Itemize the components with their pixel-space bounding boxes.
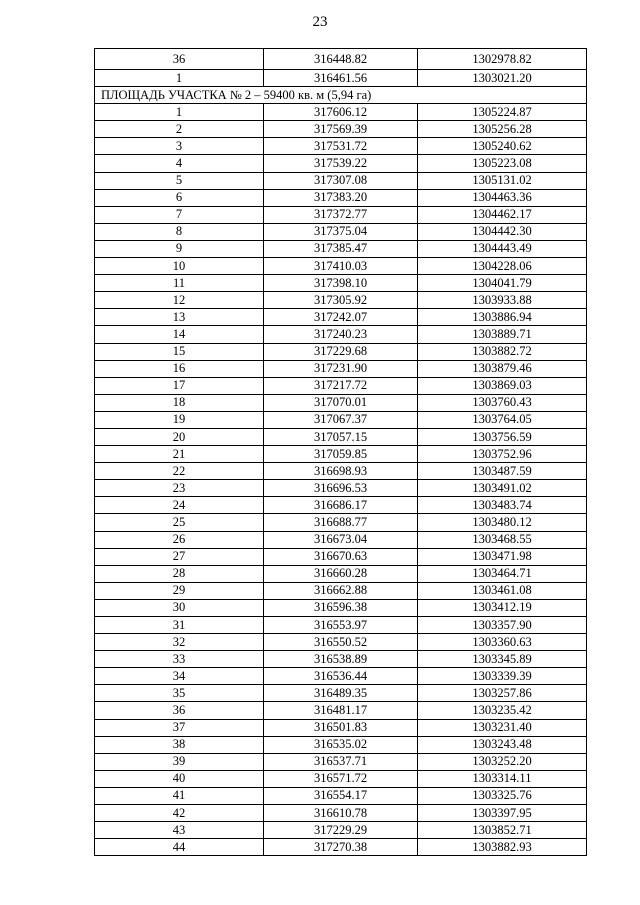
x-coordinate-cell: 316662.88: [264, 582, 418, 599]
y-coordinate-cell: 1303756.59: [418, 428, 587, 445]
x-coordinate-cell: 316538.89: [264, 651, 418, 668]
y-coordinate-cell: 1305240.62: [418, 138, 587, 155]
table-row: [95, 446, 587, 463]
y-coordinate-cell: 1303235.42: [418, 702, 587, 719]
table-row: [95, 685, 587, 702]
y-coordinate-cell: 1303243.48: [418, 736, 587, 753]
y-coordinate-cell: 1305223.08: [418, 155, 587, 172]
table-row: [95, 155, 587, 172]
point-number-cell: 20: [95, 428, 264, 445]
point-number-cell: 35: [95, 685, 264, 702]
table-row: [95, 292, 587, 309]
point-number-cell: 3: [95, 138, 264, 155]
point-number-cell: 23: [95, 480, 264, 497]
section-heading-row: [95, 87, 587, 104]
point-number-cell: 13: [95, 309, 264, 326]
y-coordinate-cell: 1305224.87: [418, 104, 587, 121]
y-coordinate-cell: 1303412.19: [418, 599, 587, 616]
x-coordinate-cell: 317307.08: [264, 172, 418, 189]
y-coordinate-cell: 1303480.12: [418, 514, 587, 531]
point-number-cell: 8: [95, 223, 264, 240]
x-coordinate-cell: 317606.12: [264, 104, 418, 121]
point-number-cell: 7: [95, 206, 264, 223]
x-coordinate-cell: 316610.78: [264, 805, 418, 822]
point-number-cell: 27: [95, 548, 264, 565]
x-coordinate-cell: 317240.23: [264, 326, 418, 343]
point-number-cell: 25: [95, 514, 264, 531]
x-coordinate-cell: 316461.56: [264, 70, 418, 87]
y-coordinate-cell: 1303360.63: [418, 634, 587, 651]
x-coordinate-cell: 316501.83: [264, 719, 418, 736]
x-coordinate-cell: 317231.90: [264, 360, 418, 377]
y-coordinate-cell: 1303397.95: [418, 805, 587, 822]
table-row: [95, 377, 587, 394]
point-number-cell: 33: [95, 651, 264, 668]
point-number-cell: 17: [95, 377, 264, 394]
table-row: [95, 70, 587, 87]
table-row: [95, 223, 587, 240]
x-coordinate-cell: 317410.03: [264, 258, 418, 275]
table-row: [95, 651, 587, 668]
y-coordinate-cell: 1303491.02: [418, 480, 587, 497]
y-coordinate-cell: 1303882.72: [418, 343, 587, 360]
y-coordinate-cell: 1303879.46: [418, 360, 587, 377]
x-coordinate-cell: 317067.37: [264, 411, 418, 428]
point-number-cell: 37: [95, 719, 264, 736]
table-row: [95, 839, 587, 856]
point-number-cell: 1: [95, 70, 264, 87]
point-number-cell: 14: [95, 326, 264, 343]
point-number-cell: 34: [95, 668, 264, 685]
table-row: [95, 189, 587, 206]
point-number-cell: 4: [95, 155, 264, 172]
x-coordinate-cell: 317217.72: [264, 377, 418, 394]
table-row: [95, 599, 587, 616]
x-coordinate-cell: 316553.97: [264, 617, 418, 634]
y-coordinate-cell: 1304462.17: [418, 206, 587, 223]
y-coordinate-cell: 1303468.55: [418, 531, 587, 548]
y-coordinate-cell: 1303464.71: [418, 565, 587, 582]
table-row: [95, 411, 587, 428]
table-row: [95, 240, 587, 257]
table-row: [95, 634, 587, 651]
point-number-cell: 18: [95, 394, 264, 411]
y-coordinate-cell: 1304442.30: [418, 223, 587, 240]
point-number-cell: 36: [95, 702, 264, 719]
point-number-cell: 11: [95, 275, 264, 292]
x-coordinate-cell: 316537.71: [264, 753, 418, 770]
x-coordinate-cell: 317229.68: [264, 343, 418, 360]
y-coordinate-cell: 1303231.40: [418, 719, 587, 736]
point-number-cell: 36: [95, 49, 264, 70]
point-number-cell: 28: [95, 565, 264, 582]
x-coordinate-cell: 317305.92: [264, 292, 418, 309]
x-coordinate-cell: 316660.28: [264, 565, 418, 582]
y-coordinate-cell: 1305131.02: [418, 172, 587, 189]
table-row: [95, 617, 587, 634]
point-number-cell: 42: [95, 805, 264, 822]
x-coordinate-cell: 316481.17: [264, 702, 418, 719]
y-coordinate-cell: 1303886.94: [418, 309, 587, 326]
table-row: [95, 565, 587, 582]
table-row: [95, 275, 587, 292]
table-row: [95, 172, 587, 189]
table-row: [95, 463, 587, 480]
point-number-cell: 41: [95, 787, 264, 804]
table-row: [95, 548, 587, 565]
x-coordinate-cell: 316670.63: [264, 548, 418, 565]
point-number-cell: 29: [95, 582, 264, 599]
x-coordinate-cell: 316536.44: [264, 668, 418, 685]
coordinates-table-body: [95, 49, 587, 856]
x-coordinate-cell: 316696.53: [264, 480, 418, 497]
table-row: [95, 822, 587, 839]
x-coordinate-cell: 316535.02: [264, 736, 418, 753]
y-coordinate-cell: 1303461.08: [418, 582, 587, 599]
point-number-cell: 2: [95, 121, 264, 138]
y-coordinate-cell: 1303345.89: [418, 651, 587, 668]
table-row: [95, 360, 587, 377]
point-number-cell: 19: [95, 411, 264, 428]
y-coordinate-cell: 1303021.20: [418, 70, 587, 87]
point-number-cell: 38: [95, 736, 264, 753]
table-row: [95, 258, 587, 275]
y-coordinate-cell: 1303487.59: [418, 463, 587, 480]
y-coordinate-cell: 1303357.90: [418, 617, 587, 634]
x-coordinate-cell: 316688.77: [264, 514, 418, 531]
point-number-cell: 5: [95, 172, 264, 189]
x-coordinate-cell: 317531.72: [264, 138, 418, 155]
table-row: [95, 326, 587, 343]
y-coordinate-cell: 1303760.43: [418, 394, 587, 411]
y-coordinate-cell: 1303852.71: [418, 822, 587, 839]
table-row: [95, 206, 587, 223]
point-number-cell: 43: [95, 822, 264, 839]
y-coordinate-cell: 1303252.20: [418, 753, 587, 770]
x-coordinate-cell: 317229.29: [264, 822, 418, 839]
table-row: [95, 480, 587, 497]
x-coordinate-cell: 317270.38: [264, 839, 418, 856]
table-row: [95, 121, 587, 138]
y-coordinate-cell: 1303752.96: [418, 446, 587, 463]
x-coordinate-cell: 316550.52: [264, 634, 418, 651]
x-coordinate-cell: 316686.17: [264, 497, 418, 514]
table-row: [95, 753, 587, 770]
table-row: [95, 514, 587, 531]
table-row: [95, 736, 587, 753]
point-number-cell: 21: [95, 446, 264, 463]
coordinates-table: [94, 48, 587, 856]
y-coordinate-cell: 1304041.79: [418, 275, 587, 292]
table-row: [95, 787, 587, 804]
y-coordinate-cell: 1302978.82: [418, 49, 587, 70]
x-coordinate-cell: 317383.20: [264, 189, 418, 206]
x-coordinate-cell: 317057.15: [264, 428, 418, 445]
point-number-cell: 9: [95, 240, 264, 257]
point-number-cell: 44: [95, 839, 264, 856]
point-number-cell: 30: [95, 599, 264, 616]
table-row: [95, 49, 587, 70]
x-coordinate-cell: 317372.77: [264, 206, 418, 223]
y-coordinate-cell: 1303933.88: [418, 292, 587, 309]
x-coordinate-cell: 317539.22: [264, 155, 418, 172]
y-coordinate-cell: 1303869.03: [418, 377, 587, 394]
point-number-cell: 24: [95, 497, 264, 514]
x-coordinate-cell: 317375.04: [264, 223, 418, 240]
y-coordinate-cell: 1304228.06: [418, 258, 587, 275]
table-row: [95, 719, 587, 736]
table-row: [95, 138, 587, 155]
page-number: 23: [312, 14, 328, 30]
x-coordinate-cell: 316698.93: [264, 463, 418, 480]
y-coordinate-cell: 1303889.71: [418, 326, 587, 343]
table-row: [95, 309, 587, 326]
y-coordinate-cell: 1303882.93: [418, 839, 587, 856]
point-number-cell: 1: [95, 104, 264, 121]
table-row: [95, 770, 587, 787]
x-coordinate-cell: 316489.35: [264, 685, 418, 702]
table-row: [95, 668, 587, 685]
point-number-cell: 15: [95, 343, 264, 360]
y-coordinate-cell: 1303471.98: [418, 548, 587, 565]
x-coordinate-cell: 316554.17: [264, 787, 418, 804]
y-coordinate-cell: 1303314.11: [418, 770, 587, 787]
point-number-cell: 31: [95, 617, 264, 634]
y-coordinate-cell: 1303483.74: [418, 497, 587, 514]
section-heading: ПЛОЩАДЬ УЧАСТКА № 2 – 59400 кв. м (5,94 га): [95, 87, 587, 104]
point-number-cell: 12: [95, 292, 264, 309]
point-number-cell: 32: [95, 634, 264, 651]
table-row: [95, 805, 587, 822]
point-number-cell: 40: [95, 770, 264, 787]
x-coordinate-cell: 317070.01: [264, 394, 418, 411]
table-row: [95, 343, 587, 360]
table-row: [95, 394, 587, 411]
x-coordinate-cell: 316448.82: [264, 49, 418, 70]
x-coordinate-cell: 317398.10: [264, 275, 418, 292]
point-number-cell: 6: [95, 189, 264, 206]
table-row: [95, 582, 587, 599]
x-coordinate-cell: 316571.72: [264, 770, 418, 787]
x-coordinate-cell: 317385.47: [264, 240, 418, 257]
y-coordinate-cell: 1303257.86: [418, 685, 587, 702]
point-number-cell: 16: [95, 360, 264, 377]
point-number-cell: 39: [95, 753, 264, 770]
x-coordinate-cell: 317569.39: [264, 121, 418, 138]
y-coordinate-cell: 1304443.49: [418, 240, 587, 257]
y-coordinate-cell: 1305256.28: [418, 121, 587, 138]
x-coordinate-cell: 317059.85: [264, 446, 418, 463]
y-coordinate-cell: 1303764.05: [418, 411, 587, 428]
x-coordinate-cell: 316596.38: [264, 599, 418, 616]
y-coordinate-cell: 1303325.76: [418, 787, 587, 804]
table-row: [95, 428, 587, 445]
point-number-cell: 26: [95, 531, 264, 548]
table-row: [95, 497, 587, 514]
y-coordinate-cell: 1304463.36: [418, 189, 587, 206]
y-coordinate-cell: 1303339.39: [418, 668, 587, 685]
table-row: [95, 104, 587, 121]
x-coordinate-cell: 317242.07: [264, 309, 418, 326]
x-coordinate-cell: 316673.04: [264, 531, 418, 548]
point-number-cell: 10: [95, 258, 264, 275]
table-row: [95, 702, 587, 719]
point-number-cell: 22: [95, 463, 264, 480]
table-row: [95, 531, 587, 548]
